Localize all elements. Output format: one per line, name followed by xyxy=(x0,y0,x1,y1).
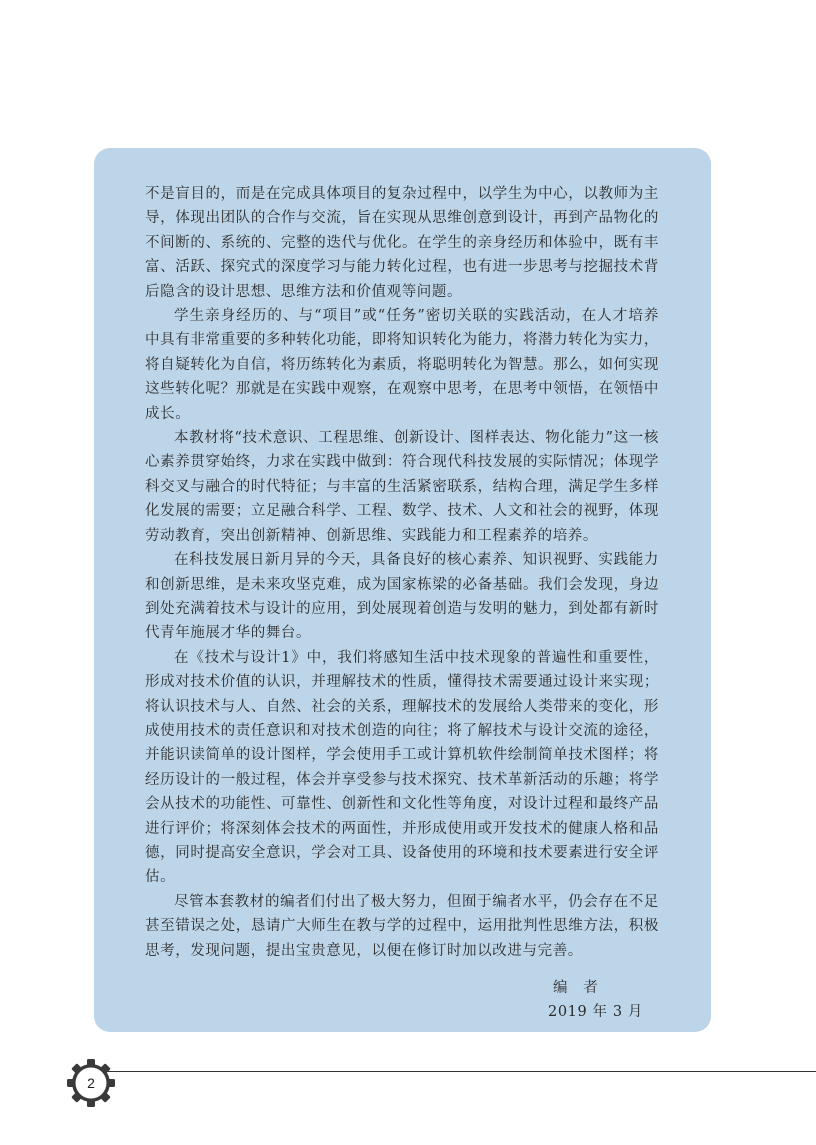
signature-author: 编 者 xyxy=(553,980,599,996)
footer-rule xyxy=(100,1071,816,1072)
paragraph-continued: 不是盲目的，而是在完成具体项目的复杂过程中，以学生为中心，以教师为主导，体现出团队的合作与交流，旨在实现从思维创意到设计，再到产品物化的不间断的、系统的、完整的迭代与优化。在学生的亲身经历和体验中，既有丰富、活跃、探究式的深度学习与能力转化过程，也有进一步思考与挖掘技术背后隐含的设计思想、思维方法和价值观等问题。 xyxy=(145,186,659,300)
page-number: 2 xyxy=(87,1075,95,1091)
preface-body xyxy=(145,182,659,963)
paragraph-technology-era: 在科技发展日新月异的今天，具备良好的核心素养、知识视野、实践能力和创新思维，是未来攻坚克难，成为国家栋梁的必备基础。我们会发现，身边到处充满着技术与设计的应用，到处展现着创造与发明的魅力，到处都有新时代青年施展才华的舞台。 xyxy=(145,552,659,642)
signature-date: 2019 年 3 月 xyxy=(548,1004,643,1020)
paragraph-core-literacy: 本教材将“技术意识、工程思维、创新设计、图样表达、物化能力”这一核心素养贯穿始终，力求在实践中做到：符合现代科技发展的实际情况；体现学科交叉与融合的时代特征；与丰富的生活紧密联系，结构合理，满足学生多样化发展的需要；立足融合科学、工程、数学、技术、人文和社会的视野，体现劳动教育，突出创新精神、创新思维、实践能力和工程素养的培养。 xyxy=(145,430,659,544)
paragraph-closing: 尽管本套教材的编者们付出了极大努力，但囿于编者水平，仍会存在不足甚至错误之处，恳请广大师生在教与学的过程中，运用批判性思维方法，积极思考，发现问题，提出宝贵意见，以便在修订时加以改进与完善。 xyxy=(145,893,659,959)
paragraph-book-content: 在《技术与设计1》中，我们将感知生活中技术现象的普遍性和重要性，形成对技术价值的认识，并理解技术的性质，懂得技术需要通过设计来实现；将认识技术与人、自然、社会的关系，理解技术的发展给人类带来的变化，形成使用技术的责任意识和对技术创造的向往；将了解技术与设计交流的途径，并能识读简单的设计图样，学会使用手工或计算机软件绘制简单技术图样；将经历设计的一般过程，体会并享受参与技术探究、技术革新活动的乐趣；将学会从技术的功能性、可靠性、创新性和文化性等角度，对设计过程和最终产品进行评价；将深刻体会技术的两面性，并形成使用或开发技术的健康人格和品德，同时提高安全意识，学会对工具、设备使用的环境和技术要素进行安全评估。 xyxy=(145,649,659,886)
paragraph-practice: 学生亲身经历的、与“项目”或“任务”密切关联的实践活动，在人才培养中具有非常重要的多种转化功能，即将知识转化为能力，将潜力转化为实力，将自疑转化为自信，将历练转化为素质，将聪明转化为智慧。那么，如何实现这些转化呢？那就是在实践中观察，在观察中思考，在思考中领悟，在领悟中成长。 xyxy=(145,308,659,422)
